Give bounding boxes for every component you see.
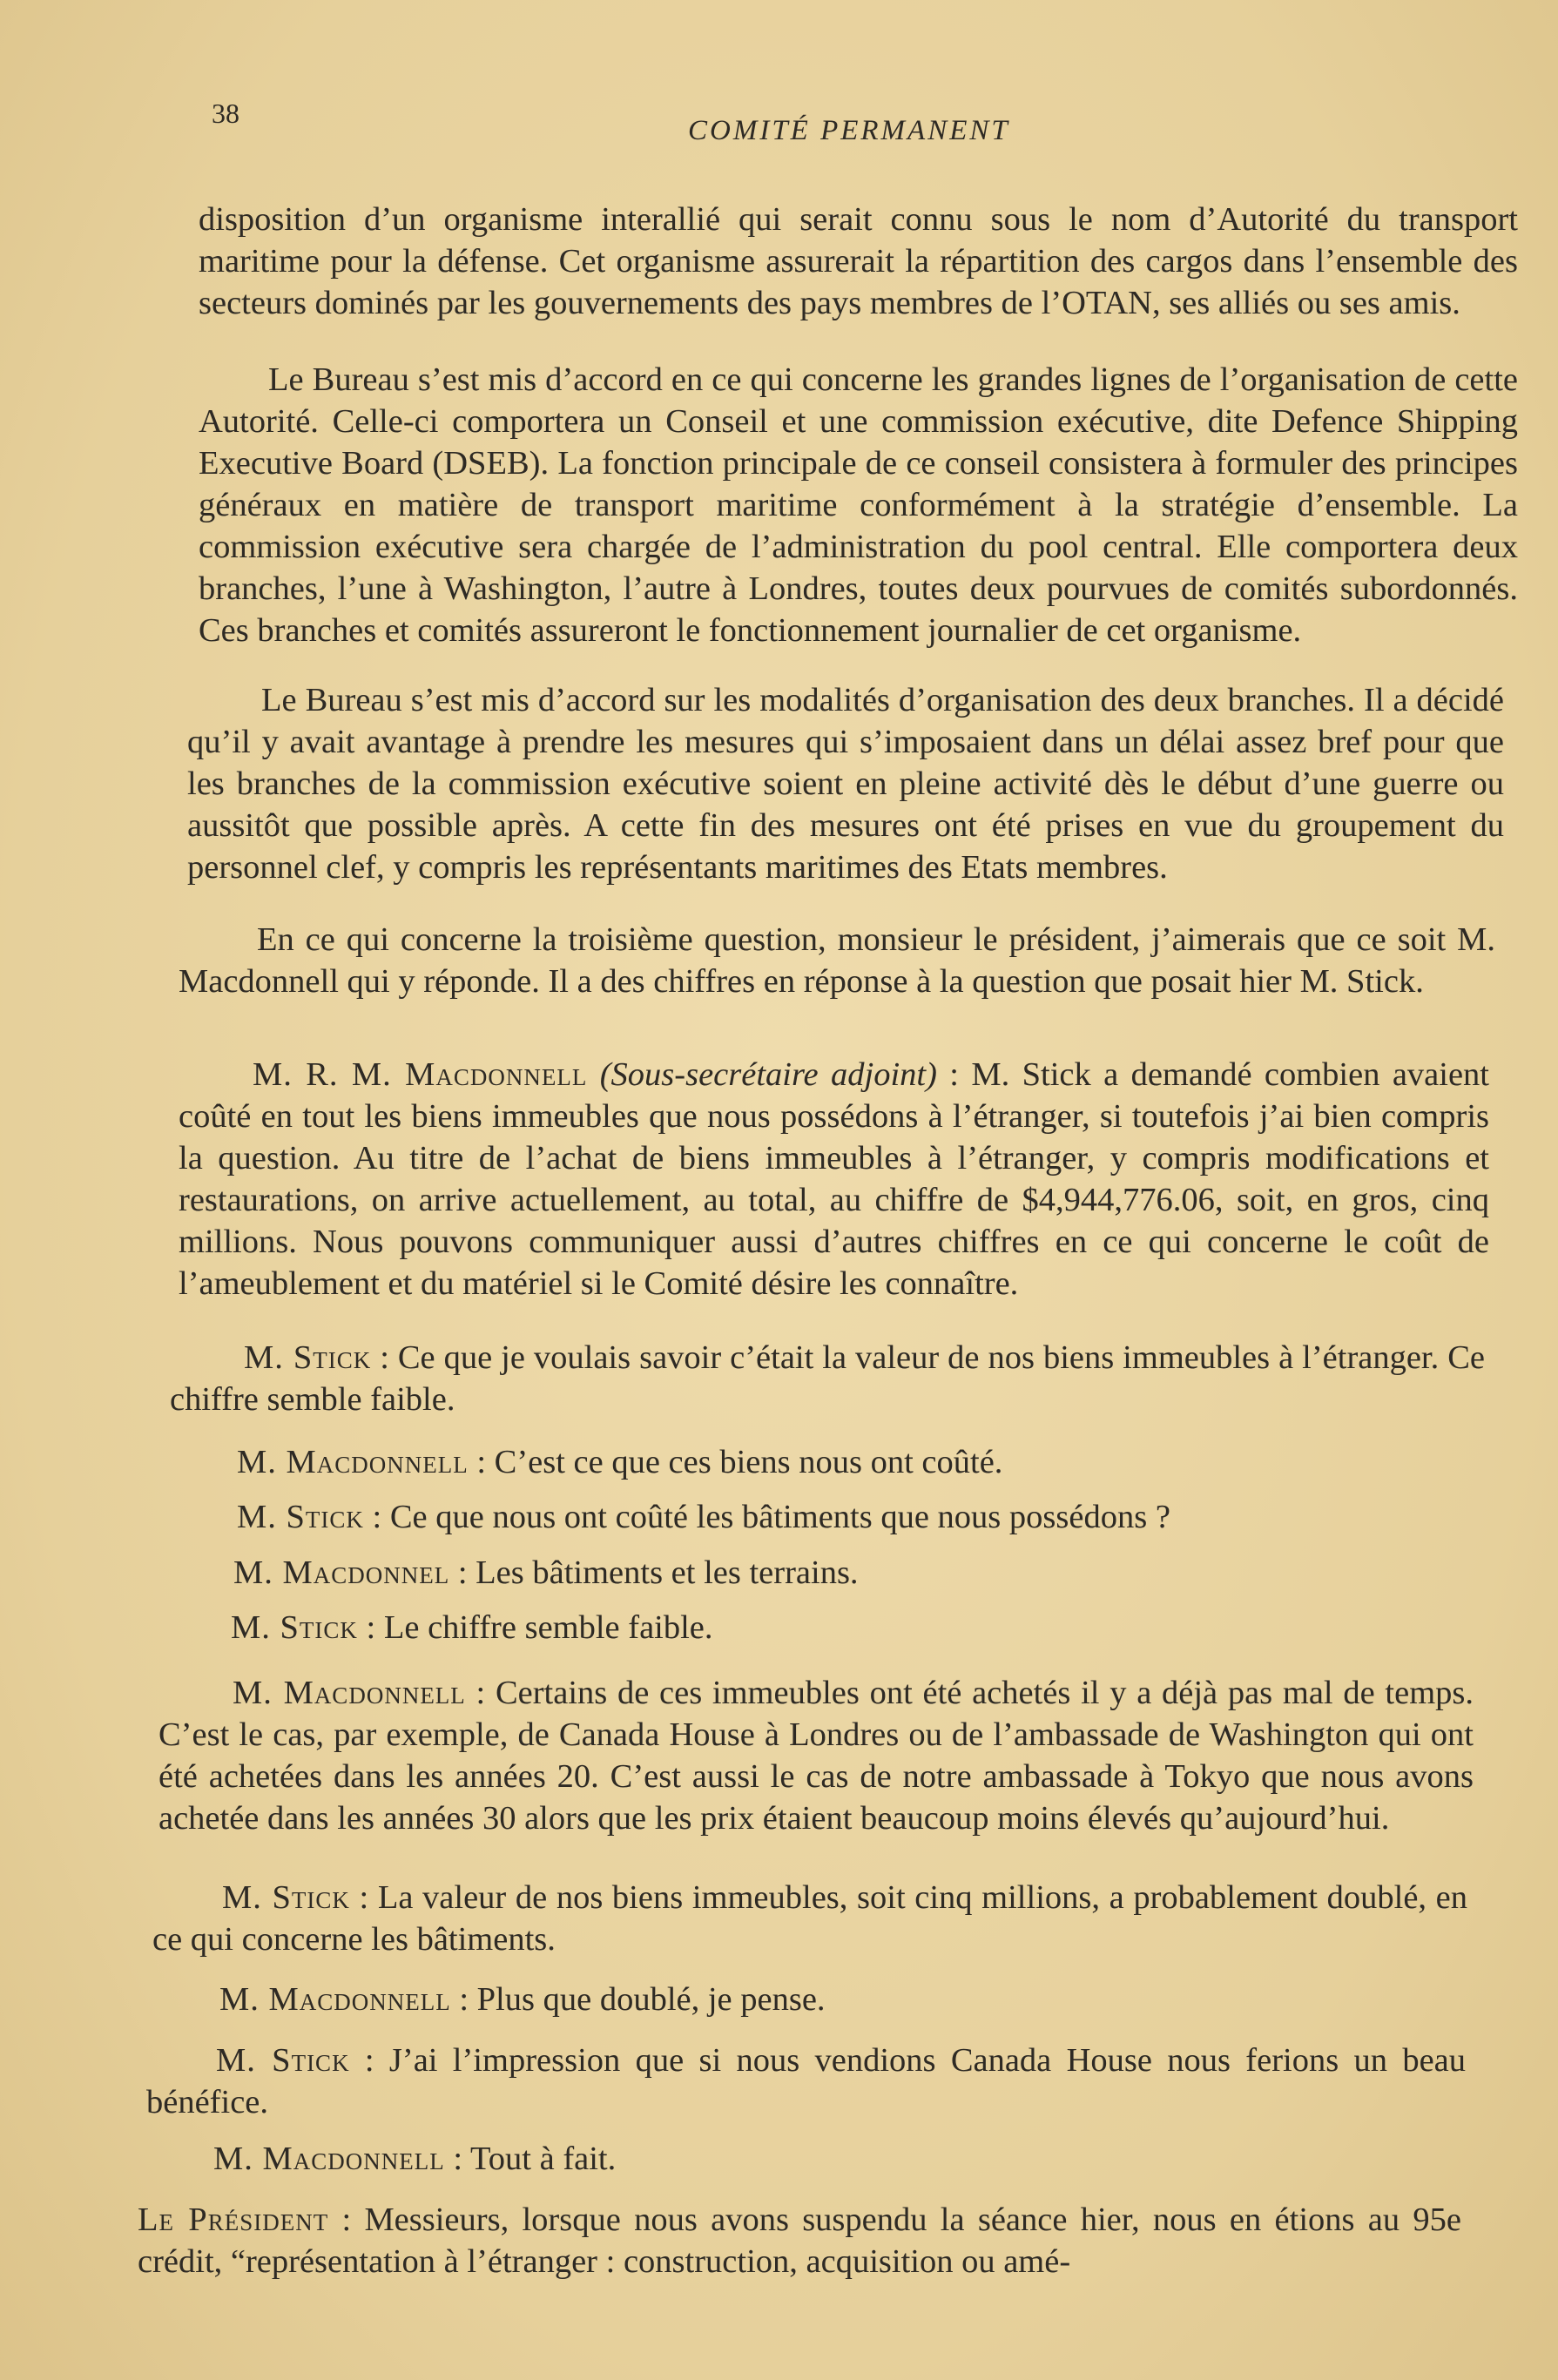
- speaker-name: M. Stick: [231, 1609, 358, 1646]
- paragraph-16-text: : Messieurs, lorsque nous avons suspendu la séance hier, nous en étions au 95e crédit, “représentation à l’étranger : construction, acquisition ou amé-: [138, 2201, 1461, 2280]
- paragraph-5: [179, 1054, 1489, 1305]
- paragraph-4: [179, 919, 1495, 1002]
- paragraph-3: [187, 679, 1504, 888]
- speaker-name: M. R. M. Macdonnell: [253, 1056, 588, 1093]
- paragraph-4-text: En ce qui concerne la troisième question, monsieur le président, j’aimerais que ce soit M. Macdonnell qui y réponde. Il a des chiffres en réponse à la question que posait hier M. Stick.: [179, 921, 1495, 1000]
- speaker-name: M. Macdonnell: [233, 1675, 466, 1711]
- speaker-name: M. Macdonnell: [237, 1444, 469, 1480]
- paragraph-6: [170, 1337, 1485, 1420]
- paragraph-2: [199, 359, 1518, 651]
- paragraph-1-text: disposition d’un organisme interallié qui serait connu sous le nom d’Autorité du transport maritime pour la défense. Cet organisme assurerait la répartition des cargos dans l’ensemble des secteurs dominés par les gouvernements des pays membres de l’OTAN, ses alliés ou ses amis.: [199, 201, 1518, 321]
- speaker-name: M. Stick: [222, 1879, 350, 1916]
- paragraph-9: [233, 1552, 859, 1594]
- paragraph-8: [237, 1496, 1170, 1538]
- speaker-name: M. Stick: [237, 1499, 364, 1535]
- paragraph-10-text: : Le chiffre semble faible.: [357, 1609, 713, 1646]
- paragraph-2-text: Le Bureau s’est mis d’accord en ce qui concerne les grandes lignes de l’organisation de cette Autorité. Celle-ci comportera un Conseil et une commission exécutive, dite Defence Shipping Executive Board (DSEB). La fonction principale de ce conseil consistera à formuler des principes généraux en matière de transport maritime conformément à la stratégie d’ensemble. La commission exécutive sera chargée de l’administration du pool central. Elle comportera deux branches, l’une à Washington, l’autre à Londres, toutes deux pourvues de comités subordonnés. Ces branches et comités assureront le fonctionnement journalier de cet organisme.: [199, 361, 1518, 649]
- paragraph-11: [158, 1672, 1474, 1839]
- speaker-name: M. Stick: [244, 1339, 372, 1376]
- paragraph-12: [152, 1877, 1467, 1960]
- paragraph-11-text: : Certains de ces immeubles ont été achetés il y a déjà pas mal de temps. C’est le cas, par exemple, de Canada House à Londres ou de l’ambassade de Washington qui ont été achetées dans les années 20. C’est aussi le cas de notre ambassade à Tokyo que nous avons achetée dans les années 30 alors que les prix étaient beaucoup moins élevés qu’aujourd’hui.: [158, 1675, 1474, 1837]
- paragraph-8-text: : Ce que nous ont coûté les bâtiments que nous possédons ?: [363, 1499, 1170, 1535]
- paragraph-10: [231, 1607, 713, 1648]
- page-number: 38: [212, 98, 239, 129]
- paragraph-7: [237, 1441, 1002, 1483]
- speaker-role: (Sous-secrétaire adjoint): [599, 1056, 937, 1093]
- speaker-name: M. Stick: [216, 2042, 350, 2079]
- speaker-name: Le Président: [138, 2201, 329, 2238]
- paragraph-16: [138, 2199, 1461, 2282]
- paragraph-5-text: : M. Stick a demandé combien avaient coûté en tout les biens immeubles que nous possédons à l’étranger, si toutefois j’ai bien compris la question. Au titre de l’achat de biens immeubles à l’étranger, y compris modifications et restaurations, on arrive actuellement, au total, au chiffre de $4,944,776.06, soit, en gros, cinq millions. Nous pouvons communiquer aussi d’autres chiffres en ce qui concerne le coût de l’ameublement et du matériel si le Comité désire les connaître.: [179, 1056, 1490, 1302]
- paragraph-14: [146, 2040, 1466, 2123]
- paragraph-15: [213, 2138, 616, 2180]
- paragraph-7-text: : C’est ce que ces biens nous ont coûté.: [468, 1444, 1003, 1480]
- speaker-name: M. Macdonnell: [213, 2141, 445, 2177]
- speaker-name: M. Macdonnel: [233, 1554, 450, 1591]
- paragraph-13: [219, 1979, 826, 2020]
- paragraph-9-text: : Les bâtiments et les terrains.: [449, 1554, 859, 1591]
- paragraph-13-text: : Plus que doublé, je pense.: [450, 1981, 826, 2018]
- paragraph-15-text: : Tout à fait.: [444, 2141, 617, 2177]
- paragraph-1: [199, 199, 1518, 324]
- speaker-name: M. Macdonnell: [219, 1981, 451, 2018]
- paragraph-3-text: Le Bureau s’est mis d’accord sur les modalités d’organisation des deux branches. Il a décidé qu’il y avait avantage à prendre les mesures qui s’imposaient dans un délai assez bref pour que les branches de la commission exécutive soient en pleine activité dès le début d’une guerre ou aussitôt que possible après. A cette fin des mesures ont été prises en vue du groupement du personnel clef, y compris les représentants maritimes des Etats membres.: [187, 682, 1504, 886]
- running-head: COMITÉ PERMANENT: [688, 115, 1010, 146]
- paragraph-14-text: : J’ai l’impression que si nous vendions Canada House nous ferions un beau bénéfice.: [146, 2042, 1467, 2120]
- paragraph-6-text: : Ce que je voulais savoir c’était la valeur de nos biens immeubles à l’étranger. Ce chiffre semble faible.: [170, 1339, 1485, 1418]
- paragraph-12-text: : La valeur de nos biens immeubles, soit cinq millions, a probablement doublé, en ce qui concerne les bâtiments.: [152, 1879, 1467, 1958]
